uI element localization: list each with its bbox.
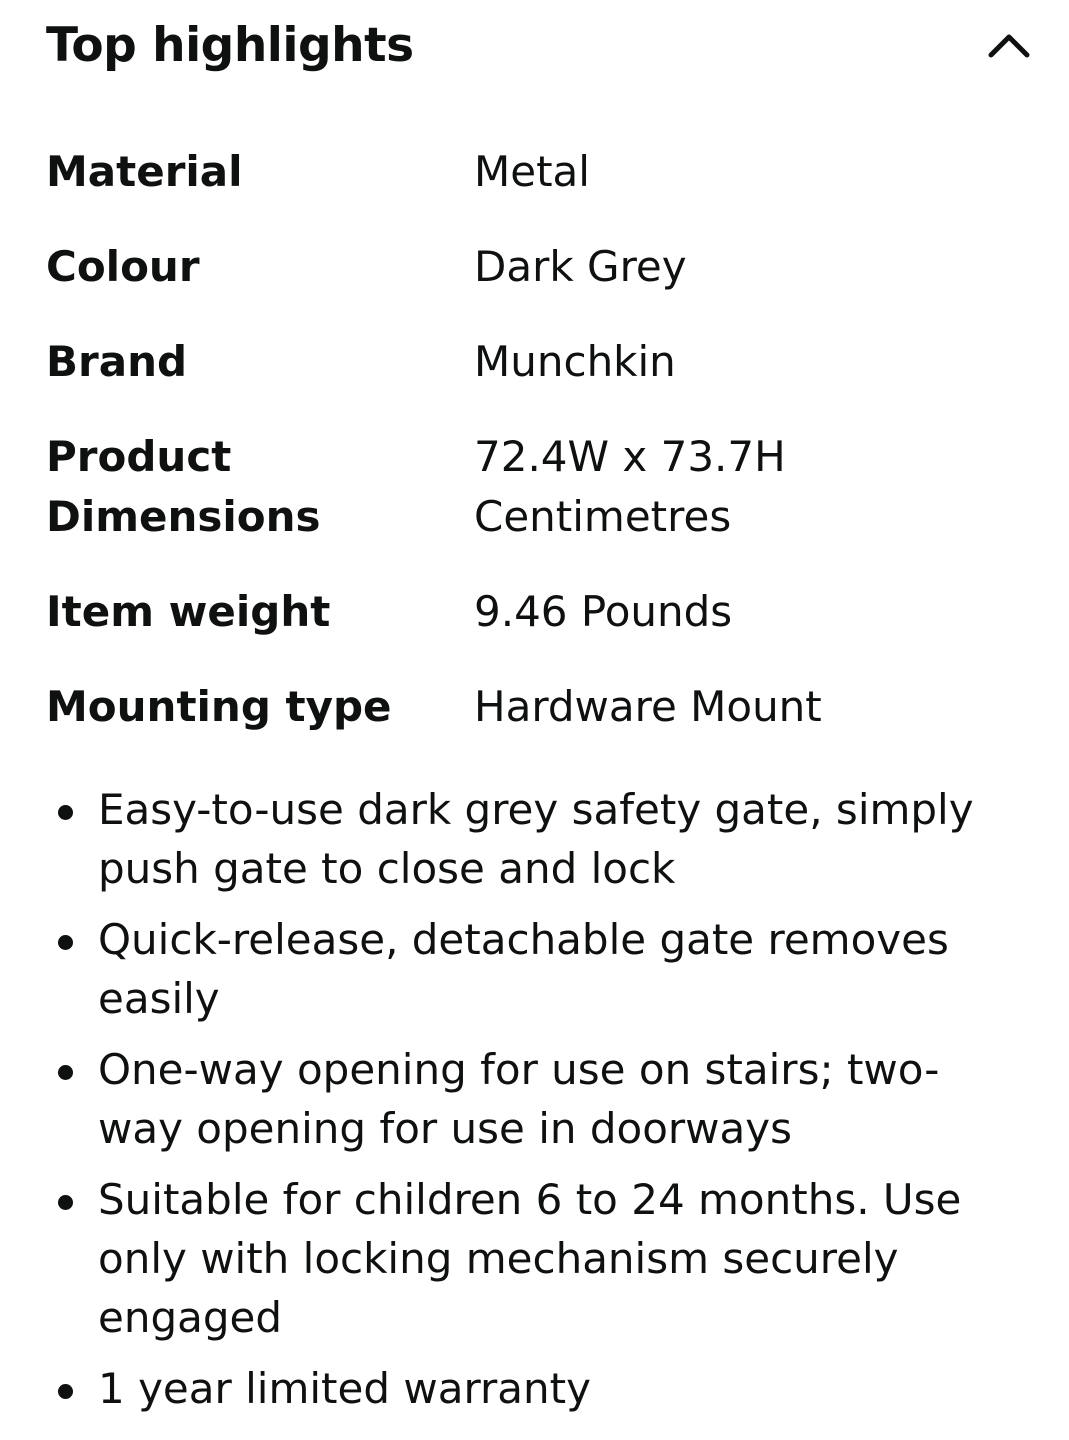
spec-label: Product Dimensions [46, 432, 321, 541]
list-item [0, 780, 1020, 898]
spec-label: Mounting type [46, 682, 392, 731]
specs-table [46, 142, 1036, 772]
spec-label: Brand [46, 337, 188, 386]
spec-label: Colour [46, 242, 200, 291]
feature-bullet-list [0, 780, 1020, 1430]
bullet-dot-icon [58, 1195, 73, 1210]
spec-value: 9.46 Pounds [474, 587, 733, 636]
bullet-text: Easy-to-use dark grey safety gate, simply push gate to close and lock [98, 785, 974, 893]
list-item [0, 1040, 1020, 1158]
bullet-text: One-way opening for use on stairs; two-way opening for use in doorways [98, 1045, 940, 1153]
bullet-dot-icon [58, 935, 73, 950]
spec-row-mounting-type [46, 677, 1036, 737]
list-item [0, 910, 1020, 1028]
spec-row-material [46, 142, 1036, 202]
section-title: Top highlights [46, 18, 414, 73]
bullet-dot-icon [58, 1384, 73, 1399]
spec-value: Dark Grey [474, 242, 687, 291]
spec-label: Material [46, 147, 243, 196]
spec-row-dimensions [46, 427, 1036, 547]
bullet-text: 1 year limited warranty [98, 1364, 591, 1413]
bullet-dot-icon [58, 1065, 73, 1080]
section-header[interactable] [46, 14, 1039, 84]
chevron-up-icon [987, 30, 1031, 60]
bullet-text: Quick-release, detachable gate removes easily [98, 915, 949, 1023]
spec-row-brand [46, 332, 1036, 392]
bullet-text: Suitable for children 6 to 24 months. Use only with locking mechanism securely engaged [98, 1175, 962, 1342]
spec-row-colour [46, 237, 1036, 297]
collapse-button[interactable] [979, 18, 1039, 72]
list-item [0, 1170, 1020, 1347]
spec-value: Metal [474, 147, 590, 196]
spec-row-item-weight [46, 582, 1036, 642]
spec-label: Item weight [46, 587, 331, 636]
spec-value: Hardware Mount [474, 682, 822, 731]
list-item [0, 1359, 1020, 1418]
bullet-dot-icon [58, 805, 73, 820]
spec-value: 72.4W x 73.7H Centimetres [474, 432, 786, 541]
spec-value: Munchkin [474, 337, 676, 386]
